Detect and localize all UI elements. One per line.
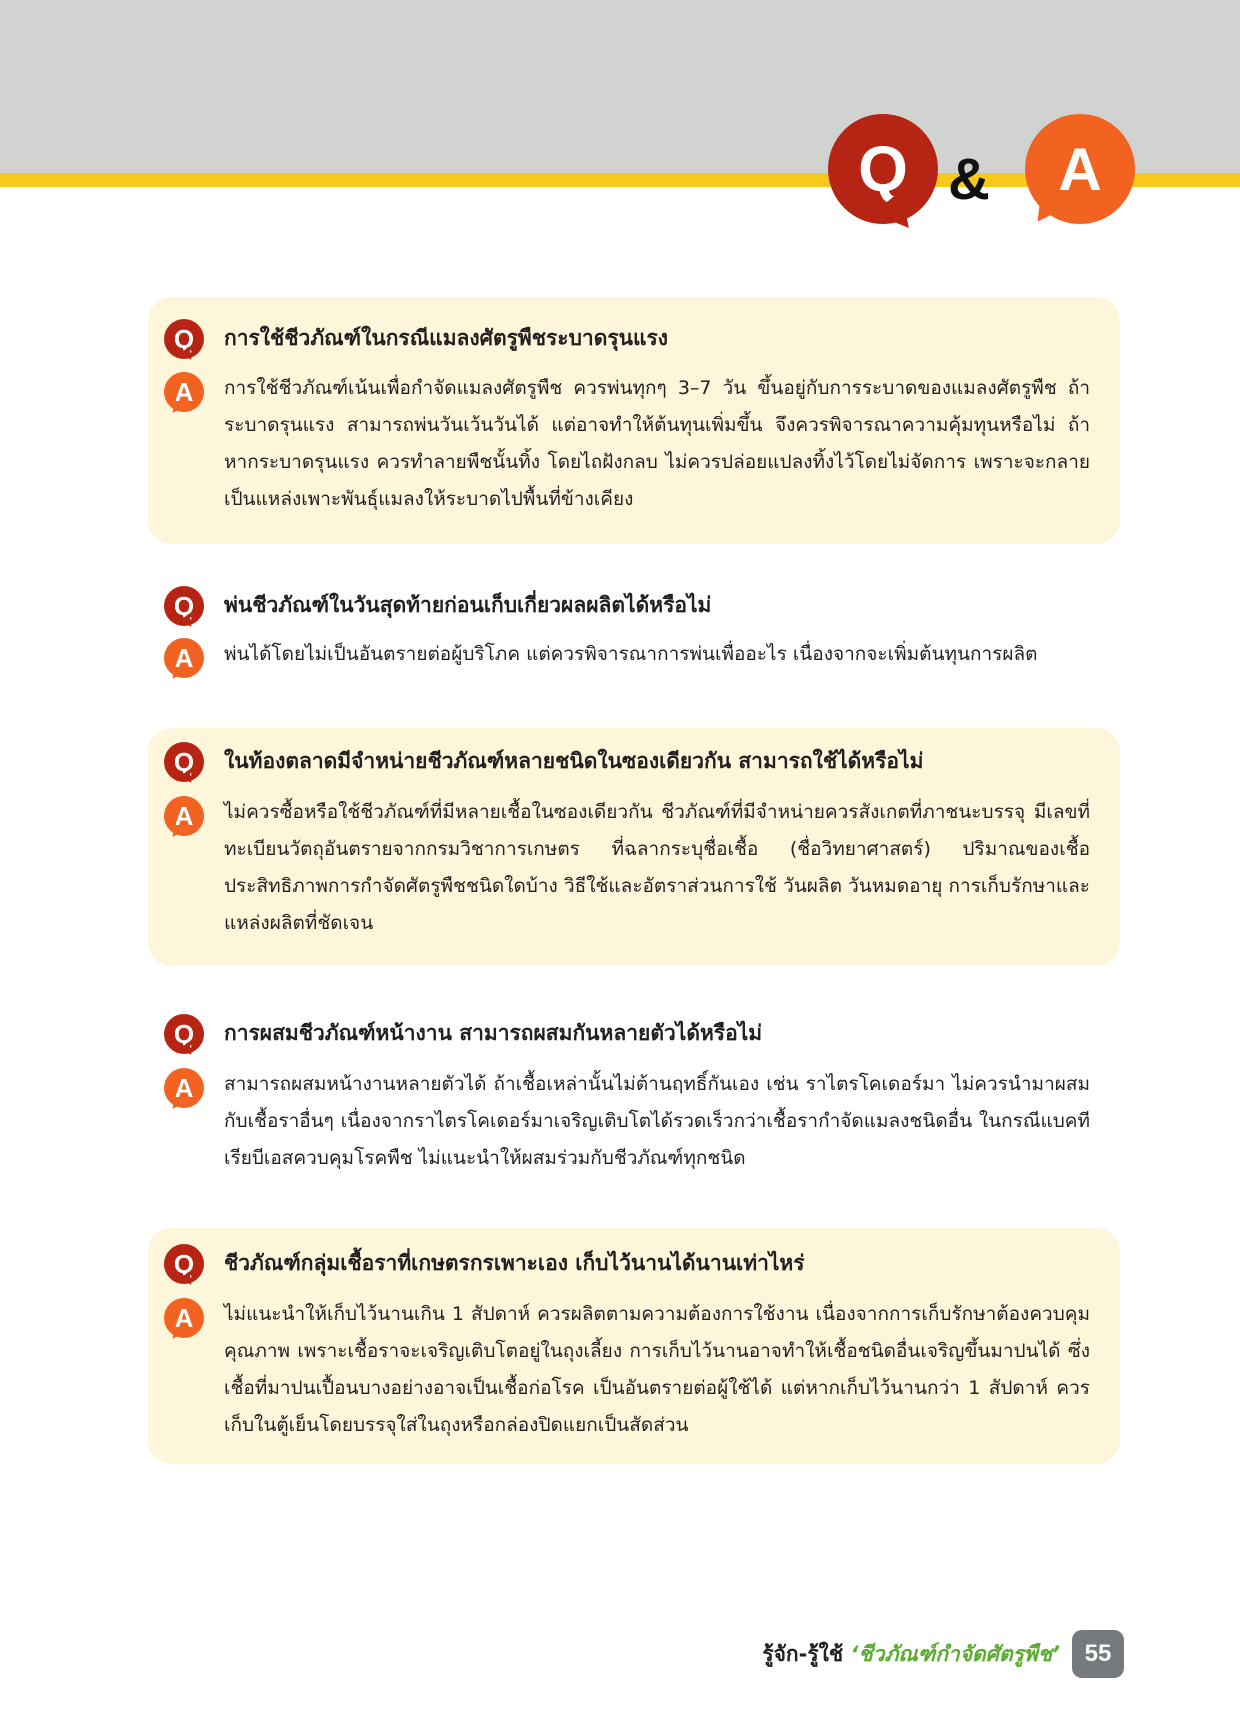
answer-text: ไม่ควรซื้อหรือใช้ชีวภัณฑ์ที่มีหลายเชื้อในซองเดียวกัน ชีวภัณฑ์ที่มีจำหน่ายควรสังเกตที่ภาชนะบรรจุ มีเลขที่ทะเบียนวัตถุอันตรายจากกรมวิชาการเกษตร ที่ฉลากระบุชื่อเชื้อ (ชื่อวิทยาศาสตร์) ปริมาณของเชื้อประสิทธิภาพการกำจัดศัตรูพืชชนิดใดบ้าง วิธีใช้และอัตราส่วนการใช้ วันผลิต วันหมดอายุ การเก็บรักษาและแหล่งผลิตที่ชัดเจน xyxy=(224,801,1090,934)
qa-item-5 xyxy=(148,1228,1120,1464)
answer-icon: A xyxy=(164,372,204,412)
question-text: ชีวภัณฑ์กลุ่มเชื้อราที่เกษตรกรเพาะเอง เก็บไว้นานได้นานเท่าไหร่ xyxy=(224,1251,805,1275)
question-icon: Q xyxy=(164,586,204,626)
question-text: พ่นชีวภัณฑ์ในวันสุดท้ายก่อนเก็บเกี่ยวผลผลิตได้หรือไม่ xyxy=(224,593,712,617)
answer-text: พ่นได้โดยไม่เป็นอันตรายต่อผู้บริโภค แต่ควรพิจารณาการพ่นเพื่ออะไร เนื่องจากจะเพิ่มต้นทุนการผลิต xyxy=(224,643,1038,665)
footer-prefix: รู้จัก-รู้ใช้ xyxy=(762,1642,851,1666)
question-icon: Q xyxy=(164,1244,204,1284)
answer-row xyxy=(164,372,1090,532)
ampersand: & xyxy=(948,147,990,212)
answer-icon: A xyxy=(164,638,204,678)
question-icon: Q xyxy=(164,319,204,359)
qa-item-4 xyxy=(148,990,1120,1190)
qa-item-3 xyxy=(148,728,1120,966)
q-bubble-icon: Q xyxy=(828,114,938,224)
qa-item-2 xyxy=(148,562,1120,692)
question-row xyxy=(164,1244,1090,1284)
question-icon: Q xyxy=(164,742,204,782)
answer-text: สามารถผสมหน้างานหลายตัวได้ ถ้าเชื้อเหล่านั้นไม่ต้านฤทธิ์กันเอง เช่น ราไตรโคเดอร์มา ไม่ควรนำมาผสมกับเชื้อราอื่นๆ เนื่องจากราไตรโคเดอร์มาเจริญเติบโตได้รวดเร็วกว่าเชื้อรากำจัดแมลงชนิดอื่น ในกรณีแบคทีเรียบีเอสควบคุมโรคพืช ไม่แนะนำให้ผสมร่วมกับชีวภัณฑ์ทุกชนิด xyxy=(224,1073,1090,1169)
footer-highlight: ‘ชีวภัณฑ์กำจัดศัตรูพืช’ xyxy=(850,1642,1060,1666)
answer-row xyxy=(164,638,1090,682)
answer-icon: A xyxy=(164,796,204,836)
page-number: 55 xyxy=(1072,1630,1124,1678)
page-footer xyxy=(700,1630,1140,1674)
question-row xyxy=(164,586,1090,626)
question-text: การผสมชีวภัณฑ์หน้างาน สามารถผสมกันหลายตัวได้หรือไม่ xyxy=(224,1021,763,1045)
question-row xyxy=(164,319,1090,359)
answer-row xyxy=(164,1298,1090,1458)
question-row xyxy=(164,742,1090,782)
question-text: ในท้องตลาดมีจำหน่ายชีวภัณฑ์หลายชนิดในซองเดียวกัน สามารถใช้ได้หรือไม่ xyxy=(224,749,924,773)
answer-icon: A xyxy=(164,1068,204,1108)
answer-icon: A xyxy=(164,1298,204,1338)
a-bubble-icon: A xyxy=(1025,114,1135,224)
answer-text: การใช้ชีวภัณฑ์เน้นเพื่อกำจัดแมลงศัตรูพืช ควรพ่นทุกๆ 3–7 วัน ขึ้นอยู่กับการระบาดของแมลงศัตรูพืช ถ้าระบาดรุนแรง สามารถพ่นวันเว้นวันได้ แต่อาจทำให้ต้นทุนเพิ่มขึ้น จึงควรพิจารณาความคุ้มทุนหรือไม่ ถ้าหากระบาดรุนแรง ควรทำลายพืชนั้นทิ้ง โดยไถฝังกลบ ไม่ควรปล่อยแปลงทิ้งไว้โดยไม่จัดการ เพราะจะกลายเป็นแหล่งเพาะพันธุ์แมลงให้ระบาดไปพื้นที่ข้างเคียง xyxy=(224,377,1090,510)
qa-logo xyxy=(820,96,1140,236)
answer-row xyxy=(164,1068,1090,1188)
question-text: การใช้ชีวภัณฑ์ในกรณีแมลงศัตรูพืชระบาดรุนแรง xyxy=(224,326,669,350)
question-row xyxy=(164,1014,1090,1054)
question-icon: Q xyxy=(164,1014,204,1054)
footer-title xyxy=(762,1638,1060,1671)
answer-text: ไม่แนะนำให้เก็บไว้นานเกิน 1 สัปดาห์ ควรผลิตตามความต้องการใช้งาน เนื่องจากการเก็บรักษาต้องควบคุมคุณภาพ เพราะเชื้อราจะเจริญเติบโตอยู่ในถุงเลี้ยง การเก็บไว้นานอาจทำให้เชื้อชนิดอื่นเจริญขึ้นมาปนได้ ซึ่งเชื้อที่มาปนเปื้อนบางอย่างอาจเป็นเชื้อก่อโรค เป็นอันตรายต่อผู้ใช้ได้ แต่หากเก็บไว้นานกว่า 1 สัปดาห์ ควรเก็บในตู้เย็นโดยบรรจุใส่ในถุงหรือกล่องปิดแยกเป็นสัดส่วน xyxy=(224,1303,1090,1436)
qa-item-1 xyxy=(148,297,1120,544)
answer-row xyxy=(164,796,1090,956)
